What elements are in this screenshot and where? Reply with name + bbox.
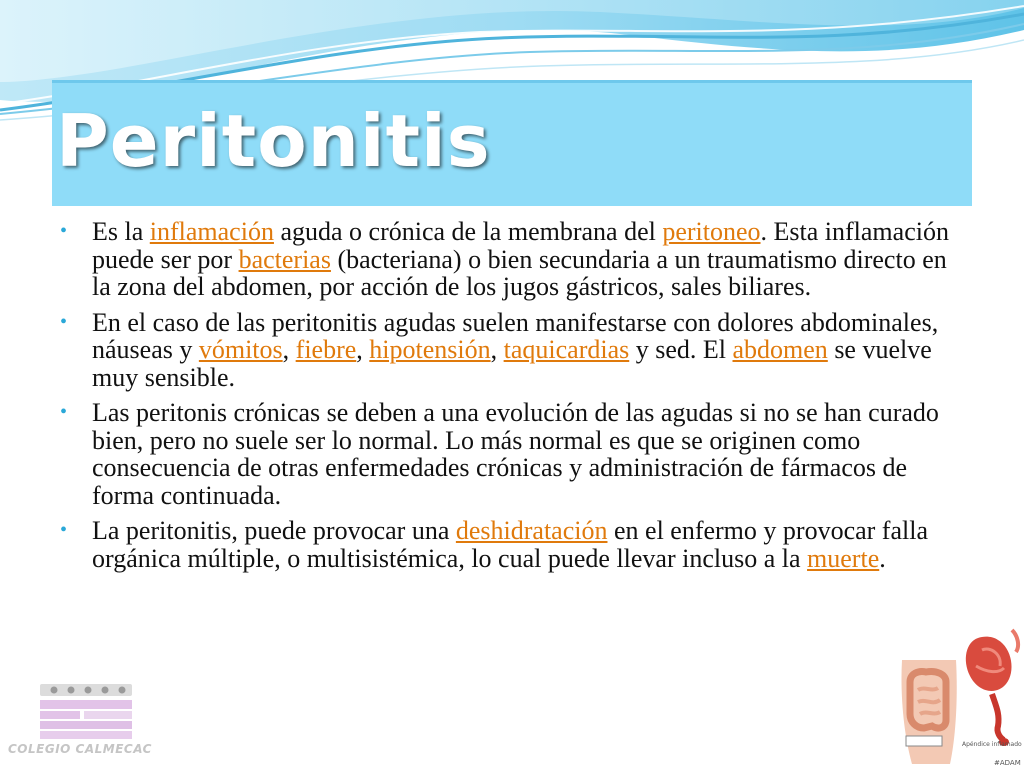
bullet-item [60,399,965,509]
bullet-text: Es la [92,217,150,246]
bullet-item [60,517,965,572]
bullet-text: En el caso de las peritonitis agudas suelen manifestarse con dolores abdominales, náuseas y [92,307,939,364]
bullet-text: se vuelve muy sensible. [92,335,932,392]
bullet-text: , [356,335,370,364]
bullet-text: aguda o crónica de la membrana del [273,217,663,246]
image-caption: Apéndice inflamado [962,741,1022,748]
link-bacterias[interactable]: bacterias [238,244,331,274]
bullet-item [60,218,965,301]
link-inflamacion[interactable]: inflamación [149,217,274,246]
bullet-text: La peritonitis, puede provocar una [92,516,456,545]
link-peritoneo[interactable]: peritoneo [662,217,761,246]
link-muerte[interactable]: muerte [807,543,880,573]
bullet-item [60,309,965,392]
bullet-list [60,218,965,580]
bullet-text: . [879,543,886,573]
link-hipotension[interactable]: hipotensión [369,335,491,364]
bullet-text: (bacteriana) o bien secundaria a un traumatismo directo en la zona del abdomen, por acción de los jugos gástricos, sales biliares. [92,244,947,301]
bullet-text: . Esta inflamación puede ser por [92,217,949,274]
bullet-text: y sed. El [629,335,733,364]
link-fiebre[interactable]: fiebre [295,335,357,364]
bullet-text: , [490,335,504,364]
bullet-text: Las peritonis crónicas se deben a una evolución de las agudas si no se han curado bien, pero no suele ser lo normal. Lo más normal es que se originen como consecuencia de otras enfermedades crónicas y administración de fármacos de forma continuada. [92,398,939,510]
link-vomitos[interactable]: vómitos [198,335,283,364]
link-deshidratacion[interactable]: deshidratación [455,516,608,545]
link-abdomen[interactable]: abdomen [732,335,828,364]
link-taquicardias[interactable]: taquicardias [503,335,630,364]
title-banner [52,80,972,206]
image-credit: #ADAM [994,759,1021,767]
bullet-text: , [282,335,296,364]
logo-text: COLEGIO CALMECAC [8,742,152,756]
slide-title: Peritonitis [56,99,491,183]
bullet-text: en el enfermo y provocar falla orgánica múltiple, o multisistémica, lo cual puede llevar incluso a la [92,516,928,573]
